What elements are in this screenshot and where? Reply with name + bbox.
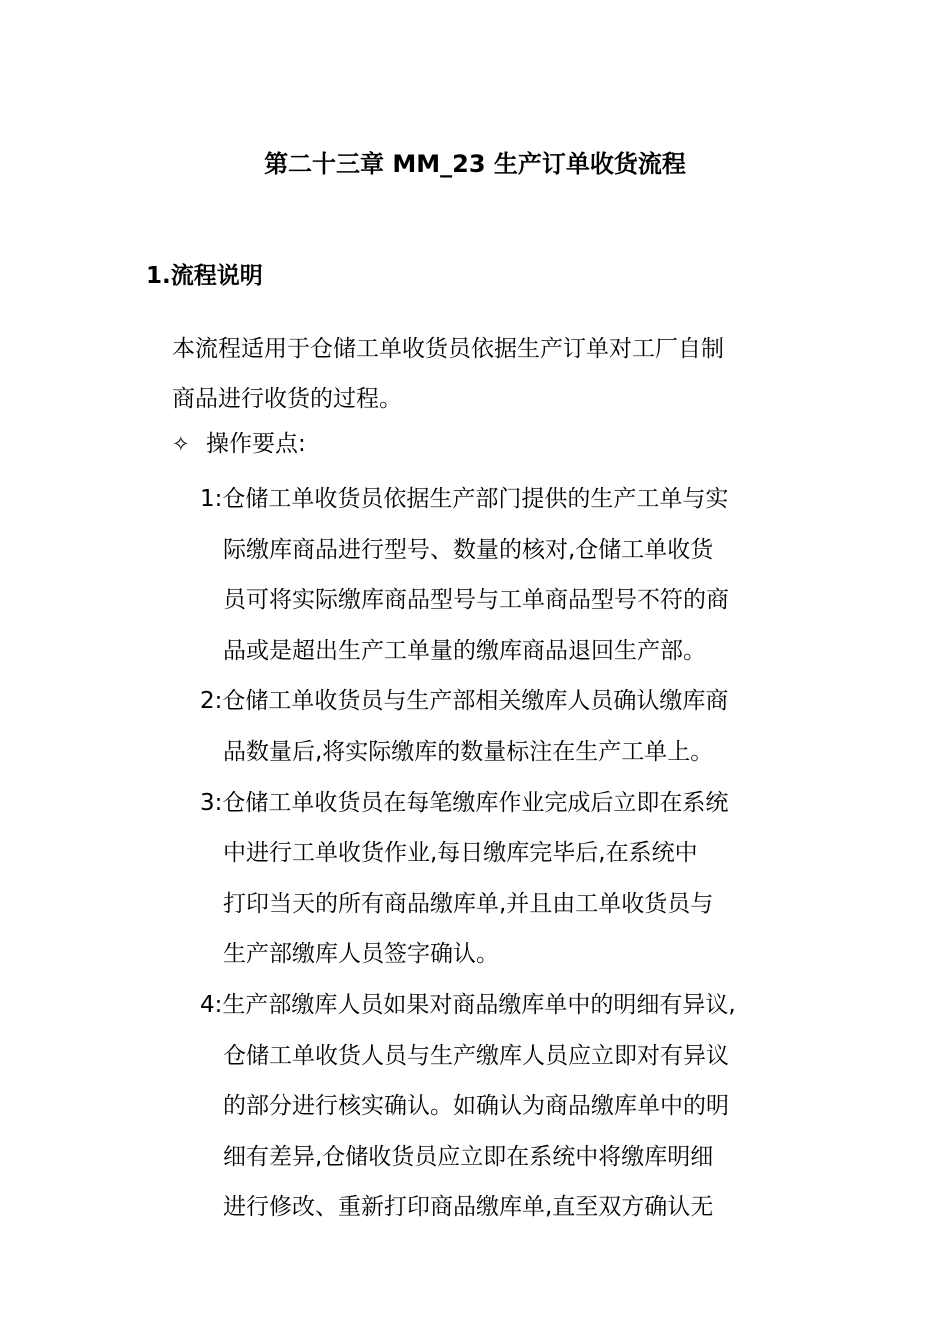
list-item [200, 980, 840, 1233]
list-item [200, 778, 840, 980]
chapter-title: 第二十三章 MM_23 生产订单收货流程 [264, 150, 686, 178]
step-line: 员可将实际缴库商品型号与工单商品型号不符的商 [223, 587, 729, 614]
step-line: 进行修改、重新打印商品缴库单,直至双方确认无 [223, 1194, 714, 1221]
step-line: 1:仓储工单收货员依据生产部门提供的生产工单与实 [200, 486, 729, 512]
list-item [200, 474, 840, 676]
step-line: 品或是超出生产工单量的缴库商品退回生产部。 [223, 637, 706, 664]
step-line: 际缴库商品进行型号、数量的核对,仓储工单收货 [223, 536, 714, 563]
step-line: 3:仓储工单收货员在每笔缴库作业完成后立即在系统 [200, 789, 729, 816]
step-line: 仓储工单收货人员与生产缴库人员应立即对有异议 [223, 1042, 729, 1069]
step-line: 的部分进行核实确认。如确认为商品缴库单中的明 [223, 1093, 729, 1120]
section-heading: 1.流程说明 [146, 263, 263, 289]
step-line: 细有差异,仓储收货员应立即在系统中将缴库明细 [223, 1143, 714, 1170]
steps-list [200, 474, 840, 1233]
four-point-star-icon: ✧ [172, 432, 190, 456]
intro-paragraph [172, 324, 812, 424]
key-points-bullet [172, 424, 306, 464]
intro-line: 本流程适用于仓储工单收货员依据生产订单对工厂自制 [172, 336, 724, 362]
bullet-label: 操作要点: [206, 431, 306, 457]
intro-line: 商品进行收货的过程。 [172, 386, 402, 412]
step-line: 生产部缴库人员签字确认。 [223, 941, 499, 968]
step-line: 4:生产部缴库人员如果对商品缴库单中的明细有异议, [200, 991, 736, 1018]
step-line: 2:仓储工单收货员与生产部相关缴库人员确认缴库商 [200, 688, 729, 715]
step-line: 品数量后,将实际缴库的数量标注在生产工单上。 [223, 738, 714, 765]
step-line: 中进行工单收货作业,每日缴库完毕后,在系统中 [223, 840, 698, 867]
step-line: 打印当天的所有商品缴库单,并且由工单收货员与 [223, 890, 714, 917]
list-item [200, 676, 840, 777]
